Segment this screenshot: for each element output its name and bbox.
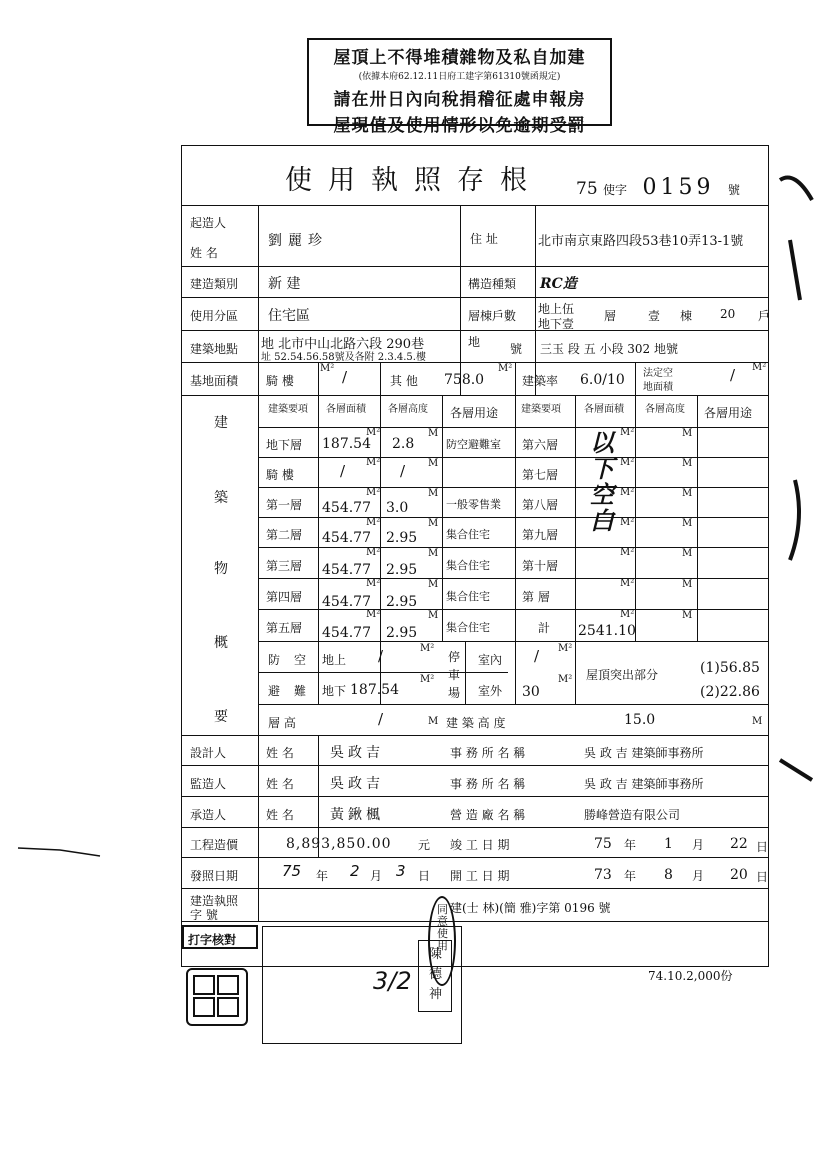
coverage-label: 建築率 [522, 374, 559, 388]
parking-outdoor-label: 室外 [478, 684, 503, 698]
floor-height: / [400, 462, 406, 480]
designer-label: 設計人 [190, 746, 227, 760]
shelter-label-d: 難 [294, 684, 307, 698]
permit-type: 使字 [603, 183, 628, 197]
shelter-below-value: 187.54 [350, 682, 399, 698]
unit-m2: M² [498, 363, 513, 374]
other-value: 758.0 [444, 372, 485, 388]
building-dong: 棟 [680, 309, 693, 323]
supervisor-office-label: 事 務 所 名 稱 [450, 777, 526, 791]
area-label: 基地面積 [190, 374, 239, 388]
unit-m: M [428, 488, 439, 499]
building-side-label-2: 築 [214, 490, 228, 506]
floor-name: 地下層 [266, 438, 303, 452]
floor-name-right: 第十層 [522, 559, 559, 573]
floor-use: 集合住宅 [446, 621, 490, 634]
completion-day: 22 [730, 836, 748, 852]
unit-m2: M² [620, 547, 635, 558]
unit-m: M [428, 716, 439, 727]
month-label: 月 [370, 869, 383, 883]
floors-above: 地上伍 [538, 302, 575, 316]
floor-height: 3.0 [386, 500, 409, 516]
supervisor-office: 吳 政 吉 建築師事務所 [584, 777, 704, 791]
unit-m2: M² [752, 362, 767, 373]
parking-outdoor-value: 30 [522, 684, 540, 700]
completion-label: 竣 工 日 期 [450, 838, 510, 852]
unit-m2: M² [366, 427, 381, 438]
cost-label: 工程造價 [190, 838, 239, 852]
day-label: 日 [418, 869, 431, 883]
unit-m: M [752, 716, 763, 727]
lot-label-b: 號 [510, 342, 523, 356]
floor-name: 第四層 [266, 590, 303, 604]
household-hu: 戶 [758, 309, 771, 323]
shelter-label-b: 空 [294, 653, 307, 667]
notice-line-1: 屋頂上不得堆積雜物及私自加建 [333, 48, 586, 68]
contractor-name: 黃鍬楓 [330, 807, 384, 823]
floor-area: 454.77 [322, 530, 371, 546]
day-label: 日 [756, 840, 769, 854]
floor-use: 防空避難室 [446, 438, 501, 451]
unit-m: M [682, 458, 693, 469]
legal-value: / [730, 366, 736, 384]
floor-height: 2.95 [386, 594, 418, 610]
floor-height: 2.8 [392, 436, 415, 452]
unit-m2: M² [620, 578, 635, 589]
unit-m: M [682, 579, 693, 590]
issue-year: 75 [282, 862, 302, 880]
contractor-company-label: 營 造 廠 名 稱 [450, 808, 526, 822]
owner-name: 劉麗珍 [268, 233, 328, 249]
designer-name-label: 姓 名 [266, 746, 294, 760]
owner-label-top: 起造人 [190, 216, 227, 230]
supervisor-name-label: 姓 名 [266, 777, 294, 791]
unit-m: M [428, 428, 439, 439]
col-header-area: 各層面積 [326, 404, 366, 415]
unit-m2: M² [366, 457, 381, 468]
floor-area: 187.54 [322, 436, 371, 452]
supervisor-label: 監造人 [190, 777, 227, 791]
build-type-label: 建造類別 [190, 277, 239, 291]
permit-serial: 0159 [642, 175, 715, 200]
unit-m2: M² [558, 674, 573, 685]
col-header-area-2: 各層面積 [584, 404, 624, 415]
designer-office: 吳 政 吉 建築師事務所 [584, 746, 704, 760]
approval-stamp-text: 同意使用 [437, 903, 448, 952]
col-header-height-2: 各層高度 [645, 404, 685, 415]
unit-m2: M² [558, 643, 573, 654]
contractor-company: 勝峰營造有限公司 [584, 808, 681, 822]
floor-area: 454.77 [322, 594, 371, 610]
structure-label: 構造種類 [468, 277, 517, 291]
roof-label: 屋頂突出部分 [586, 668, 659, 682]
parking-label-a: 停 [448, 650, 461, 664]
cost-value: 8,893,850.00 [286, 836, 392, 852]
document-title: 使用執照存根 [285, 165, 543, 196]
unit-m: M [682, 518, 693, 529]
month-label: 月 [692, 838, 705, 852]
year-label: 年 [624, 838, 637, 852]
notice-line-4: 屋現值及使用情形以免逾期受罰 [333, 116, 586, 136]
floor-height: 2.95 [386, 562, 418, 578]
floor-area: 454.77 [322, 562, 371, 578]
unit-m: M [428, 579, 439, 590]
blank-note: 以下空白 [590, 429, 614, 535]
issue-label: 發照日期 [190, 869, 239, 883]
unit-m2: M² [420, 643, 435, 654]
typing-check-text: 打字核對 [188, 933, 237, 947]
contractor-label: 承造人 [190, 808, 227, 822]
floor-name: 第二層 [266, 528, 303, 542]
unit-m2: M² [320, 363, 335, 374]
unit-m: M [428, 458, 439, 469]
floor-area: 454.77 [322, 500, 371, 516]
shelter-above-label: 地上 [322, 653, 347, 667]
shelter-above-value: / [378, 647, 384, 665]
floor-use: 集合住宅 [446, 590, 490, 603]
household-count: 20 [720, 307, 736, 321]
total-area: 2541.10 [578, 623, 636, 639]
designer-office-label: 事 務 所 名 稱 [450, 746, 526, 760]
floor-height-label: 層 高 [268, 716, 296, 730]
floor-name: 第一層 [266, 498, 303, 512]
floor-area: 454.77 [322, 625, 371, 641]
unit-m: M [682, 548, 693, 559]
floor-name-right: 第八層 [522, 498, 559, 512]
building-side-label-5: 要 [214, 709, 228, 725]
floor-name: 騎 樓 [266, 468, 294, 482]
floors-label: 層棟戶數 [468, 309, 517, 323]
col-header-use: 各層用途 [450, 406, 499, 420]
floor-name-right: 第六層 [522, 438, 559, 452]
col-header-height: 各層高度 [388, 404, 428, 415]
owner-address: 北市南京東路四段53巷10弄13-1號 [538, 234, 744, 249]
structure-value: RC造 [540, 276, 577, 292]
month-label: 月 [692, 869, 705, 883]
roof-value-2: (2)22.86 [700, 684, 760, 700]
unit-m: M [682, 428, 693, 439]
permit-year: 75 [576, 179, 598, 199]
site-line-2: 址 52.54.56.58號及各附 2.3.4.5.樓 [261, 352, 426, 363]
col-header-item: 建築要項 [268, 404, 308, 415]
roof-value-1: (1)56.85 [700, 660, 760, 676]
unit-m: M [428, 548, 439, 559]
unit-m2: M² [366, 487, 381, 498]
permit-suffix: 號 [727, 183, 740, 197]
legal-label-1: 法定空 [643, 368, 673, 379]
col-header-use-2: 各層用途 [704, 406, 753, 420]
other-label: 其 他 [390, 374, 418, 388]
notice-line-3: 請在卅日內向稅捐稽征處申報房 [333, 90, 586, 110]
contractor-name-label: 姓 名 [266, 808, 294, 822]
shelter-label-c: 避 [268, 684, 281, 698]
notice-line-2: (依據本府62.12.11日府工建字第61310號函規定) [358, 72, 561, 82]
unit-m: M [428, 610, 439, 621]
unit-m: M [428, 518, 439, 529]
build-type-value: 新 建 [268, 276, 301, 292]
unit-m2: M² [620, 457, 635, 468]
name-stamp-text: 陳德神 [429, 947, 443, 1002]
building-side-label-1: 建 [214, 415, 228, 431]
building-height-value: 15.0 [624, 712, 656, 728]
floor-use: 集合住宅 [446, 559, 490, 572]
print-footer: 74.10.2,000份 [648, 969, 733, 983]
floor-height-value: / [378, 710, 384, 728]
unit-m2: M² [420, 674, 435, 685]
building-side-label-3: 物 [214, 561, 228, 577]
zone-label: 使用分區 [190, 309, 239, 323]
zone-value: 住宅區 [268, 308, 310, 324]
unit-m2: M² [620, 427, 635, 438]
supervisor-name: 吳政吉 [330, 776, 384, 792]
floor-area: / [340, 462, 346, 480]
shelter-below-label: 地下 [322, 684, 347, 698]
site-label: 建築地點 [190, 342, 239, 356]
floor-name-right: 第九層 [522, 528, 559, 542]
arcade-label: 騎 樓 [266, 374, 294, 388]
parking-indoor-value: / [534, 647, 540, 665]
building-height-label: 建 築 高 度 [446, 716, 506, 730]
site-line-1: 地 北市中山北路六段 290巷 [261, 337, 425, 352]
completion-month: 1 [664, 836, 673, 852]
lot-value: 三玉 段 五 小段 302 地號 [540, 342, 678, 356]
cost-yuan: 元 [418, 838, 431, 852]
floor-name-right: 第 層 [522, 590, 550, 604]
unit-m2: M² [366, 517, 381, 528]
legal-label-2: 地面積 [643, 382, 673, 393]
issue-day: 3 [396, 862, 406, 880]
fraction-mark: 3/2 [373, 967, 412, 995]
arcade-value: / [342, 368, 348, 386]
year-label: 年 [316, 869, 329, 883]
unit-m2: M² [366, 547, 381, 558]
floor-height: 2.95 [386, 625, 418, 641]
unit-m: M [682, 610, 693, 621]
completion-year: 75 [594, 836, 612, 852]
license-label-b: 字 號 [190, 908, 218, 922]
unit-m2: M² [620, 517, 635, 528]
license-value: 建(士 林)(簡 雅)字第 0196 號 [450, 901, 611, 915]
floor-use: 一般零售業 [446, 498, 501, 511]
license-label-a: 建造執照 [190, 894, 239, 908]
floor-name: 第五層 [266, 621, 303, 635]
unit-m2: M² [366, 578, 381, 589]
owner-label-bottom: 姓 名 [190, 246, 218, 260]
building-count: 壹 [648, 309, 661, 323]
floors-ceng: 層 [604, 309, 617, 323]
floor-use: 集合住宅 [446, 528, 490, 541]
start-year: 73 [594, 867, 612, 883]
designer-name: 吳政吉 [330, 745, 384, 761]
start-day: 20 [730, 867, 748, 883]
lot-label-a: 地 [468, 335, 481, 349]
year-label: 年 [624, 869, 637, 883]
total-label: 計 [538, 621, 551, 635]
building-side-label-4: 概 [214, 635, 228, 651]
issue-month: 2 [350, 862, 360, 880]
floor-height: 2.95 [386, 530, 418, 546]
start-month: 8 [664, 867, 673, 883]
shelter-label-a: 防 [268, 653, 281, 667]
start-label: 開 工 日 期 [450, 869, 510, 883]
parking-label-c: 場 [448, 686, 461, 700]
floor-name-right: 第七層 [522, 468, 559, 482]
floor-name: 第三層 [266, 559, 303, 573]
unit-m2: M² [620, 609, 635, 620]
parking-label-b: 車 [448, 668, 461, 682]
col-header-item-2: 建築要項 [521, 404, 561, 415]
unit-m: M [682, 488, 693, 499]
owner-address-label: 住 址 [470, 232, 498, 246]
unit-m2: M² [366, 609, 381, 620]
floors-below: 地下壹 [538, 317, 575, 331]
unit-m2: M² [620, 487, 635, 498]
parking-indoor-label: 室內 [478, 653, 503, 667]
day-label: 日 [756, 870, 769, 884]
coverage-value: 6.0/10 [580, 372, 625, 388]
